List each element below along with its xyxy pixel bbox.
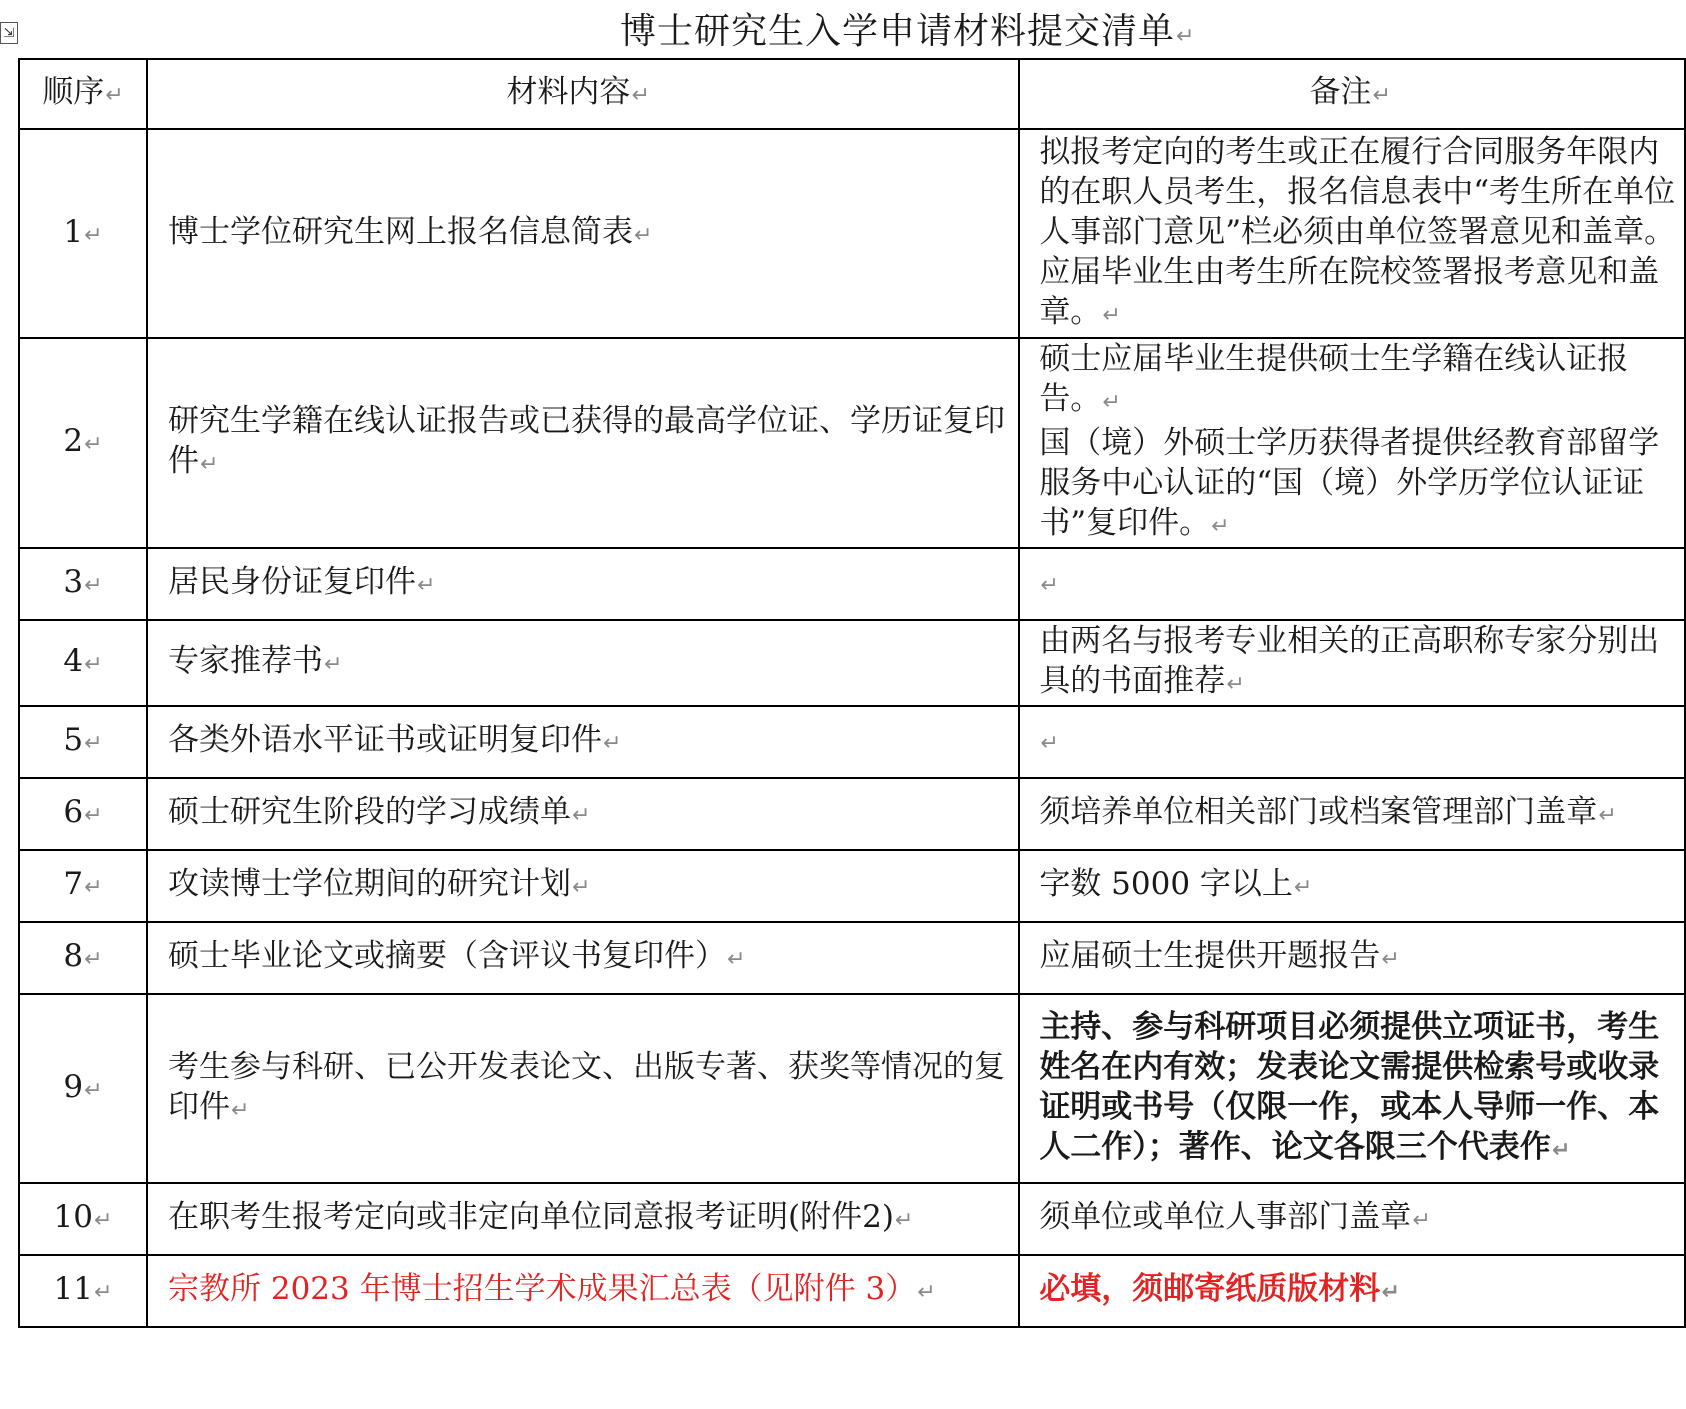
row-note: 须单位或单位人事部门盖章 ↵ — [1019, 1183, 1685, 1255]
row-number: 5 ↵ — [19, 706, 147, 778]
row-note: 须培养单位相关部门或档案管理部门盖章 ↵ — [1019, 778, 1685, 850]
header-order: 顺序 ↵ — [19, 59, 147, 129]
table-row — [19, 1255, 1685, 1327]
row-number: 1 ↵ — [19, 129, 147, 338]
row-note: 拟报考定向的考生或正在履行合同服务年限内的在职人员考生，报名信息表中“考生所在单位人事部门意见”栏必须由单位签署意见和盖章。应届毕业生由考生所在院校签署报考意见和盖章。 ↵ — [1019, 129, 1685, 338]
row-content: 居民身份证复印件 ↵ — [147, 548, 1019, 620]
note-paragraph: 硕士应届毕业生提供硕士生学籍在线认证报告。 ↵ — [1039, 339, 1680, 423]
header-content: 材料内容 ↵ — [147, 59, 1019, 129]
row-number: 2 ↵ — [19, 338, 147, 548]
row-note: 由两名与报考专业相关的正高职称专家分别出具的书面推荐 ↵ — [1019, 620, 1685, 706]
row-number: 4 ↵ — [19, 620, 147, 706]
row-content: 在职考生报考定向或非定向单位同意报考证明(附件2) ↵ — [147, 1183, 1019, 1255]
row-number: 3 ↵ — [19, 548, 147, 620]
table-row — [19, 129, 1685, 338]
row-content: 攻读博士学位期间的研究计划 ↵ — [147, 850, 1019, 922]
row-note: 字数 5000 字以上 ↵ — [1019, 850, 1685, 922]
row-content: 专家推荐书 ↵ — [147, 620, 1019, 706]
row-content: 研究生学籍在线认证报告或已获得的最高学位证、学历证复印件 ↵ — [147, 338, 1019, 548]
row-number: 8 ↵ — [19, 922, 147, 994]
note-paragraph: 国（境）外硕士学历获得者提供经教育部留学服务中心认证的“国（境）外学历学位认证证书”复印件。 ↵ — [1039, 423, 1680, 547]
table-row — [19, 706, 1685, 778]
header-note: 备注 ↵ — [1019, 59, 1685, 129]
table-row — [19, 548, 1685, 620]
row-content: 各类外语水平证书或证明复印件 ↵ — [147, 706, 1019, 778]
row-note: 主持、参与科研项目必须提供立项证书，考生姓名在内有效；发表论文需提供检索号或收录证明或书号（仅限一作，或本人导师一作、本人二作）；著作、论文各限三个代表作 ↵ — [1019, 994, 1685, 1183]
table-row — [19, 922, 1685, 994]
row-number: 9 ↵ — [19, 994, 147, 1183]
row-note — [1019, 548, 1685, 620]
table-row — [19, 850, 1685, 922]
row-content: 宗教所 2023 年博士招生学术成果汇总表（见附件 3） ↵ — [147, 1255, 1019, 1327]
row-note: 应届硕士生提供开题报告 ↵ — [1019, 922, 1685, 994]
table-row — [19, 778, 1685, 850]
table-row — [19, 1183, 1685, 1255]
row-note: 必填，须邮寄纸质版材料 ↵ — [1019, 1255, 1685, 1327]
document-title: 博士研究生入学申请材料提交清单 ↵ — [620, 6, 1195, 58]
row-number: 6 ↵ — [19, 778, 147, 850]
table-header-row — [19, 59, 1685, 129]
row-content: 硕士研究生阶段的学习成绩单 ↵ — [147, 778, 1019, 850]
row-content: 考生参与科研、已公开发表论文、出版专著、获奖等情况的复印件 ↵ — [147, 994, 1019, 1183]
table-row — [19, 994, 1685, 1183]
materials-table — [18, 58, 1686, 1328]
row-note — [1019, 338, 1685, 548]
row-number: 10 ↵ — [19, 1183, 147, 1255]
table-move-handle-icon[interactable]: ⇲ — [0, 22, 18, 44]
row-content: 硕士毕业论文或摘要（含评议书复印件） ↵ — [147, 922, 1019, 994]
table-row — [19, 620, 1685, 706]
table-row — [19, 338, 1685, 548]
row-number: 7 ↵ — [19, 850, 147, 922]
row-content: 博士学位研究生网上报名信息简表 ↵ — [147, 129, 1019, 338]
row-number: 11 ↵ — [19, 1255, 147, 1327]
row-note — [1019, 706, 1685, 778]
